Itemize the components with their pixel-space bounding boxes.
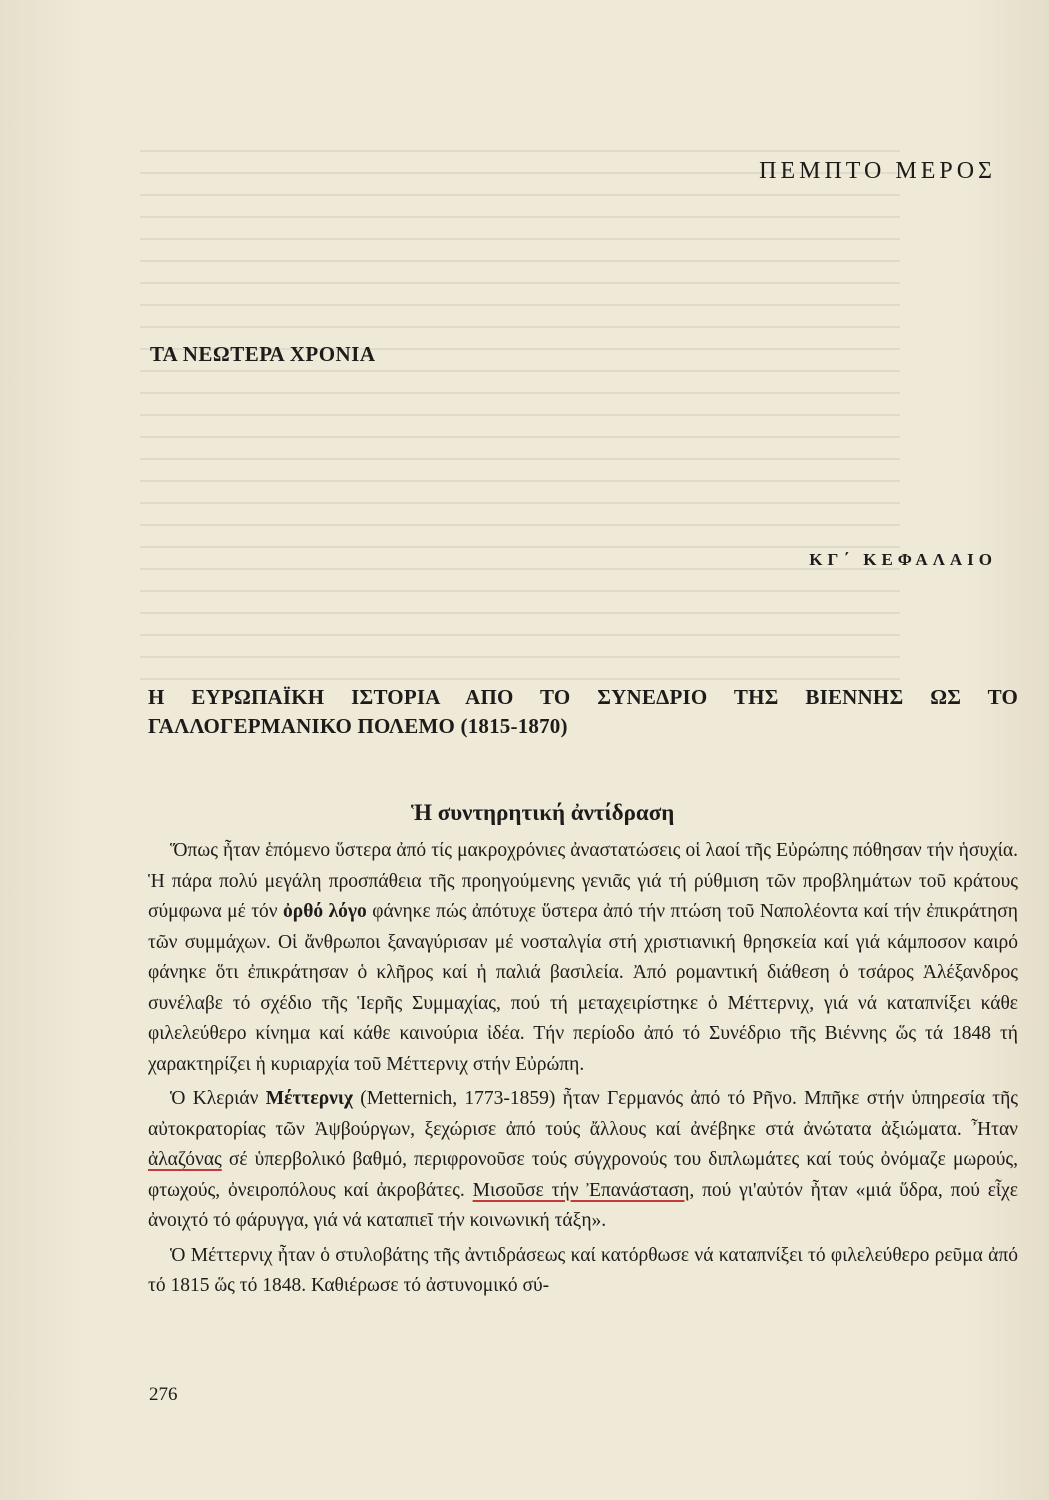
p1-text-a: Ὅπως ἦταν ἑπόμενο ὕστερα ἀπό τίς μακροχρόνιες ἀναστατώσεις οἱ λαοί τῆς Εὐρώπης πόθησαν τήν ἡσυχία. Ἡ πάρα πολύ μεγάλη προσπάθεια τῆς προηγούμενης γενιᾶς γιά τή ρύθμιση τῶν προβλημάτων τοῦ κράτους σύμφωνα μέ τόν [148,840,1018,922]
p1-text-c: φάνηκε πώς ἀπότυχε ὕστερα ἀπό τήν πτώση τοῦ Ναπολέοντα καί τήν ἐπικράτηση τῶν συμμάχων. Οἱ ἄνθρωποι ξαναγύρισαν μέ νοσταλγία στή χριστιανική θρησκεία καί γιά κάμποσον καιρό φάνηκε ὅτι ἐπικράτησαν ὁ κλῆρος καί ἡ παλιά βασιλεία. Ἀπό ρομαντική διάθεση ὁ τσάρος Ἀλέξανδρος συνέλαβε τό σχέδιο τῆς Ἱερῆς Συμμαχίας, πού τή μεταχειρίστηκε ὁ Μέττερνιχ, γιά νά καταπνίξει κάθε φιλελεύθερο κίνημα καί κάθε καινούρια ἰδέα. Τήν περίοδο ἀπό τό Συνέδριο τῆς Βιέννης ὥς τά 1848 τή χαρακτηρίζει ἡ κυριαρχία τοῦ Μέττερνιχ στήν Εὐρώπη. [148,901,1018,1075]
p2-text-e: σέ ὑπερβολικό βαθμό, περιφρονοῦσε τούς σύγχρονούς του διπλωμάτες καί τούς ὀνόμαζε μωρούς, φτωχούς, ὀνειροπόλους καί ἀκροβάτες. [148,1149,1018,1201]
paragraph-2 [148,1084,1018,1237]
body-text [148,836,1018,1302]
p2-underlined-arrogant: ἀλαζόνας [148,1149,222,1170]
page-number: 276 [149,1384,178,1405]
p2-text-c: (Metternich, 1773-1859) ἦταν Γερμανός ἀπό τό Ρῆνο. Μπῆκε στήν ὑπηρεσία τῆς αὐτοκρατορίας τῶν Ἀψβούργων, ξεχώρισε ἀπό τούς ἄλλους καί ἀνέβηκε στά ἀνώτατα ἀξιώματα. Ἦταν [148,1088,1018,1140]
show-through-texture [140,140,900,680]
p2-bold-name: Μέττερνιχ [265,1088,353,1109]
p2-text-a: Ὁ Κλεριάν [170,1088,266,1109]
chapter-title: Η ΕΥΡΩΠΑΪΚΗ ΙΣΤΟΡΙΑ ΑΠΟ ΤΟ ΣΥΝΕΔΡΙΟ ΤΗΣ ΒΙΕΝΝΗΣ ΩΣ ΤΟ ΓΑΛΛΟΓΕΡΜΑΝΙΚΟ ΠΟΛΕΜΟ (1815-1870) [148,685,1018,738]
chapter-label: ΚΓ΄ ΚΕΦΑΛΑΙΟ [809,550,997,569]
p1-bold-term: ὀρθό λόγο [283,901,367,922]
p2-text-g: , πού γι'αὐτόν ἦταν «μιά ὕδρα, πού εἶχε ἀνοιχτό τό φάρυγγα, γιά νά καταπιεῖ τήν κοινωνική τάξη». [148,1179,1018,1231]
p2-underlined-revolution: Μισοῦσε τήν Ἐπανάσταση [472,1179,690,1201]
section-title: Ἡ συντηρητική ἀντίδραση [411,800,675,825]
paragraph-3: Ὁ Μέττερνιχ ἦταν ὁ στυλοβάτης τῆς ἀντιδράσεως καί κατόρθωσε νά καταπνίξει τό φιλελεύθερο ρεῦμα ἀπό τό 1815 ὥς τό 1848. Καθιέρωσε τό ἀστυνομικό σύ- [148,1244,1018,1296]
paragraph-1 [148,836,1018,1080]
part-title: ΠΕΜΠΤΟ ΜΕΡΟΣ [759,158,996,184]
era-title: ΤΑ ΝΕΩΤΕΡΑ ΧΡΟΝΙΑ [150,342,376,366]
